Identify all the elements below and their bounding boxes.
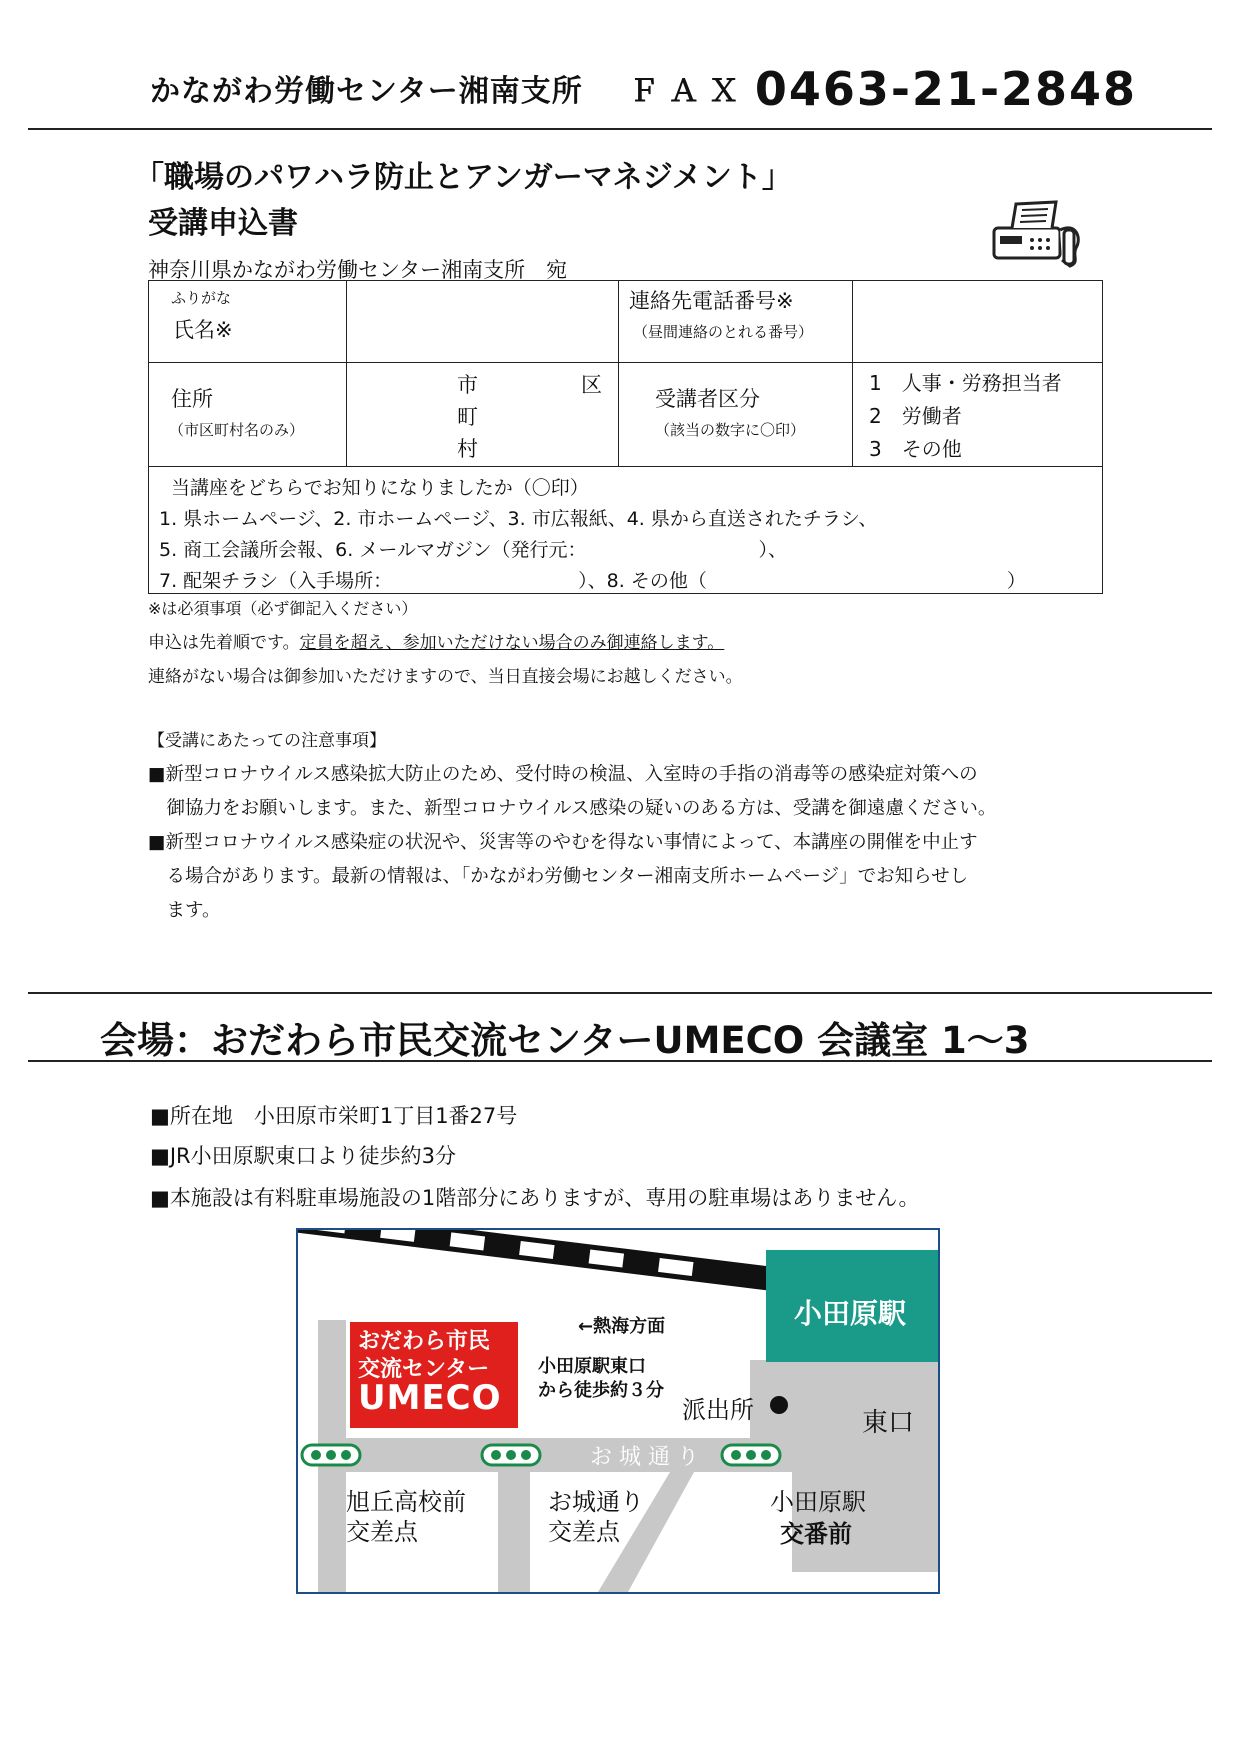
city-char-shi: 市 [457, 373, 478, 397]
caution-line: ます。 [148, 900, 221, 921]
name-field[interactable] [347, 281, 619, 363]
access-item: ■JR小田原駅東口より徒歩約3分 [150, 1144, 456, 1168]
source-line-2b: ）、 [758, 539, 787, 561]
city-char-ku: 区 [581, 373, 602, 397]
fax-number: 0463-21-2848 [754, 62, 1138, 116]
category-label: 受講者区分 [655, 387, 760, 411]
phone-label: 連絡先電話番号※ [629, 289, 794, 313]
map-umeco-line1: おだわら市民 [358, 1329, 491, 1354]
city-char-machi: 町 [457, 405, 478, 429]
venue-title: 会場：おだわら市民交流センターUMECO 会議室 1～3 [100, 1019, 1030, 1062]
fax-label: ＦＡＸ [628, 74, 749, 109]
traffic-signal-right [722, 1445, 780, 1465]
address-note: （市区町村名のみ） [169, 421, 305, 439]
category-option-3[interactable]: 3 その他 [869, 437, 962, 461]
application-form [148, 280, 1103, 594]
address-field[interactable] [347, 363, 619, 467]
map-crossing-2-line2: 交差点 [548, 1518, 620, 1546]
map-direction: ←熱海方面 [578, 1316, 666, 1337]
map-crossing-3-line1: 小田原駅 [770, 1488, 866, 1516]
source-line-3 [149, 562, 1102, 593]
city-char-mura: 村 [457, 437, 478, 461]
caution-line: ■新型コロナウイルス感染拡大防止のため、受付時の検温、入室時の手指の消毒等の感染症対策への [148, 764, 978, 785]
caution-line: る場合があります。最新の情報は、「かながわ労働センター湘南支所ホームページ」でお知らせし [148, 866, 969, 887]
category-option-2[interactable]: 2 労働者 [869, 404, 962, 428]
phone-label-cell [619, 281, 853, 363]
info-first-come-b: 定員を超え、参加いただけない場合のみ御連絡します。 [299, 633, 725, 653]
name-label: 氏名※ [173, 318, 233, 342]
info-first-come [148, 628, 724, 653]
source-line-3c: ） [1006, 570, 1026, 592]
map-walk-line2: から徒歩約３分 [538, 1380, 664, 1401]
map-east-exit: 東口 [862, 1408, 915, 1438]
source-cell[interactable] [149, 467, 1103, 594]
phone-field[interactable] [853, 281, 1103, 363]
map-umeco-logo: UMECO [358, 1378, 502, 1418]
form-subtitle: 受講申込書 [148, 206, 298, 241]
railway-track [298, 1230, 799, 1294]
venue-top-divider [28, 992, 1212, 994]
map-walk-line1: 小田原駅東口 [538, 1356, 646, 1377]
police-box-marker [770, 1396, 788, 1414]
traffic-signal-middle [482, 1445, 540, 1465]
info-first-come-a: 申込は先着順です。 [148, 633, 300, 653]
category-note: （該当の数字に〇印） [655, 421, 806, 439]
address-label: 住所 [171, 387, 213, 411]
source-line-1: 1. 県ホームページ、2. 市ホームページ、3. 市広報紙、4. 県から直送されたチラシ、 [159, 508, 878, 530]
form-title: 「職場のパワハラ防止とアンガーマネジメント」 [134, 160, 792, 195]
map-crossing-1-line1: 旭丘高校前 [346, 1488, 466, 1516]
caution-line: 御協力をお願いします。また、新型コロナウイルス感染の疑いのある方は、受講を御遠慮ください。 [148, 798, 997, 819]
info-no-contact: 連絡がない場合は御参加いただけますので、当日直接会場にお越しください。 [148, 667, 743, 687]
source-line-2 [149, 531, 1102, 562]
map-crossing-2-line1: お城通り [548, 1488, 644, 1516]
category-label-cell [619, 363, 853, 467]
category-option-1[interactable]: 1 人事・労務担当者 [869, 371, 1062, 395]
addressee: 神奈川県かながわ労働センター湘南支所 宛 [148, 258, 568, 282]
access-map [296, 1228, 940, 1594]
caution-line: ■新型コロナウイルス感染症の状況や、災害等のやむを得ない事情によって、本講座の開催を中止す [148, 832, 978, 853]
office-name: かながわ労働センター湘南支所 [150, 74, 583, 109]
map-crossing-3-line2: 交番前 [780, 1520, 852, 1548]
access-item: ■本施設は有料駐車場施設の1階部分にありますが、専用の駐車場はありません。 [150, 1186, 920, 1210]
map-station-name: 小田原駅 [794, 1297, 907, 1330]
map-street-name: お 城 通 り [590, 1445, 699, 1470]
traffic-signal-left [302, 1445, 360, 1465]
access-item: ■所在地 小田原市栄町1丁目1番27号 [150, 1104, 518, 1128]
venue-bottom-divider [28, 1060, 1212, 1062]
category-options[interactable] [853, 363, 1103, 467]
header-divider [28, 128, 1212, 130]
source-line-3b: ）、8. その他（ [578, 570, 707, 592]
map-police-box: 派出所 [682, 1396, 754, 1424]
map-umeco-line2: 交流センター [358, 1357, 490, 1382]
name-label-cell [149, 281, 347, 363]
source-question: 当講座をどちらでお知りになりましたか（〇印） [171, 477, 589, 499]
caution-heading: 【受講にあたっての注意事項】 [148, 731, 386, 751]
source-line-3a: 7. 配架チラシ（入手場所： [159, 570, 393, 592]
address-label-cell [149, 363, 347, 467]
required-note: ※は必須事項（必ず御記入ください） [148, 599, 418, 618]
fax-machine-icon [990, 200, 1086, 270]
map-crossing-1-line2: 交差点 [346, 1518, 418, 1546]
furigana-label: ふりがな [171, 289, 232, 307]
source-line-2a: 5. 商工会議所会報、6. メールマガジン（発行元： [159, 539, 587, 561]
fax-header [150, 62, 1137, 116]
phone-note: （昼間連絡のとれる番号） [633, 323, 814, 341]
